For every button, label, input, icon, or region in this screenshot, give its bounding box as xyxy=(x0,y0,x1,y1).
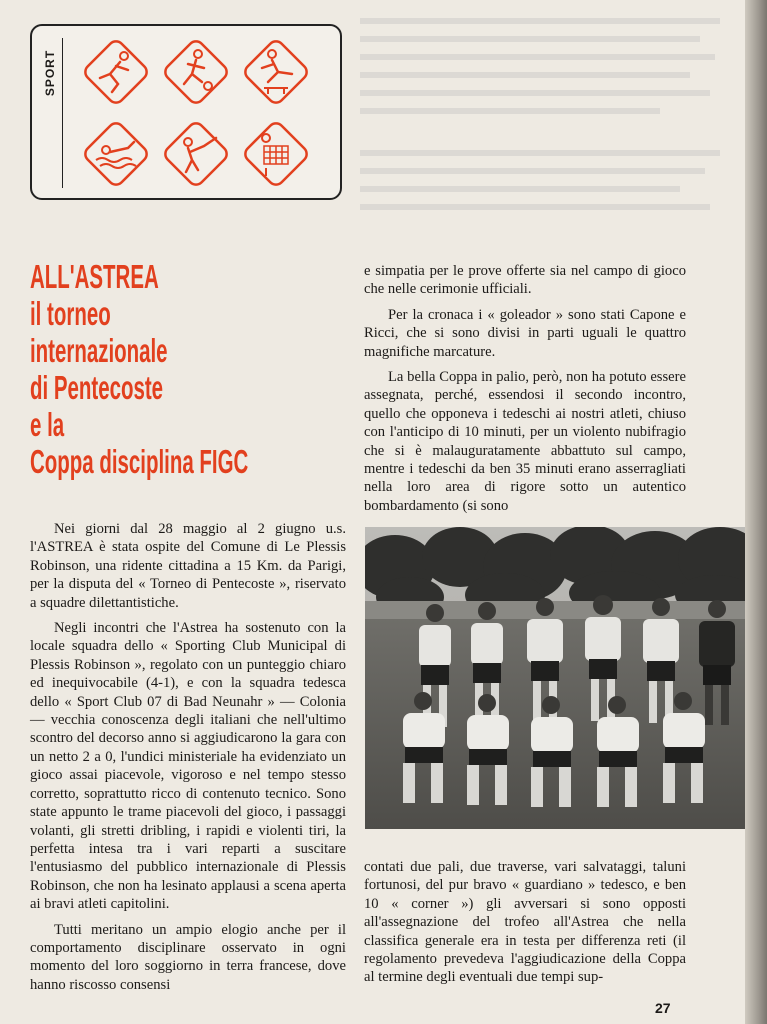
article-paragraph: Negli incontri che l'Astrea ha sostenuto con la locale squadra dello « Sporting Club Municipal di Plessis Robinson », regolato con un punteggio chiaro ed inequivocabile (4-1), e con la squadra tedesca dello « Sport Club 07 di Bad Neunahr » — Colonia — vecchia conoscenza degli italiani che nell'ultimo scontro del decorso anno si aggiudicarono la gara con un netto 2 a 0, l'undici ministeriale ha evidenziato un gioco assai piacevole, vigoroso e nel tempo stesso corretto, soprattutto ricco di contenuto tecnico. Sono state appunto le trame piacevoli del gioco, i passaggi volanti, gli stretti dribling, i rapidi e violenti tiri, la perfetta intesa tra i vari reparti a suscitare l'entusiasmo del pubblico internazionale di Plessis Robinson, che non ha lesinato applausi a scena aperta ai bravi atleti capitolini. xyxy=(30,620,346,913)
athletics-icon xyxy=(78,34,154,110)
article-paragraph: e simpatia per le prove offerte sia nel campo di gioco che nelle cerimonie ufficiali. xyxy=(364,263,686,298)
headline-line: il torneo xyxy=(30,295,111,332)
headline-line: e la xyxy=(30,406,65,443)
article-paragraph: Per la cronaca i « goleador » sono stati Capone e Ricci, che si sono divisi in parti uguali le quattro magnifiche marcature. xyxy=(364,306,686,360)
section-label-text: SPORT xyxy=(43,49,57,97)
article-paragraph: contati due pali, due traverse, vari salvataggi, taluni fortunosi, del pur bravo « guardiano » tedesco, e ben 10 « corner ») gli avversari si sono opposti all'assegnazione del trofeo all'Astrea che nella classifica generale era in testa per differenza reti (il regolamento prevedeva l'aggiudicazione della Coppa al termine degli eventuali due tempi sup- xyxy=(364,859,686,986)
headline-line: internazionale xyxy=(30,332,168,369)
right-column-bottom xyxy=(364,858,686,987)
sport-icons xyxy=(78,34,338,194)
hurdles-icon xyxy=(238,34,314,110)
page-number: 27 xyxy=(655,1000,671,1016)
page-spine xyxy=(745,0,767,1024)
article-paragraph: Nei giorni dal 28 maggio al 2 giugno u.s. l'ASTREA è stata ospite del Comune di Le Plessis Robinson, una ridente cittadina a 15 Km. da Parigi, per la disputa del « Torneo di Pentecoste », riservato a squadre dilettantistiche. xyxy=(30,521,346,611)
section-divider xyxy=(62,38,63,188)
section-label xyxy=(38,38,62,108)
sport-section-box xyxy=(30,24,342,200)
article-headline xyxy=(30,258,249,480)
swimming-icon xyxy=(78,116,154,192)
article-paragraph: Tutti meritano un ampio elogio anche per il comportamento disciplinare osservato in ogni momento del loro soggiorno in terra francese, dove hanno riscosso consensi xyxy=(30,921,346,993)
article-paragraph: La bella Coppa in palio, però, non ha potuto essere assegnata, perché, essendosi il secondo incontro, quello che opponeva i tedeschi ai nostri atleti, chiuso con l'anticipo di 10 minuti, per un violento nubifragio che si è malauguratamente abbattuto sul campo, mentre i tedeschi da ben 35 minuti erano asserragliati nella loro area di rigore sotto un autentico bombardamento (si sono xyxy=(364,369,686,514)
headline-line: ALL'ASTREA xyxy=(30,258,159,295)
football-icon xyxy=(158,34,234,110)
headline-line: di Pentecoste xyxy=(30,369,164,406)
team-photo xyxy=(365,527,757,829)
volleyball-icon xyxy=(238,116,314,192)
right-column-top xyxy=(364,262,686,515)
show-through-texture xyxy=(350,10,730,230)
headline-line: Coppa disciplina FIGC xyxy=(30,443,249,480)
fencing-icon xyxy=(158,116,234,192)
left-column xyxy=(30,520,346,994)
